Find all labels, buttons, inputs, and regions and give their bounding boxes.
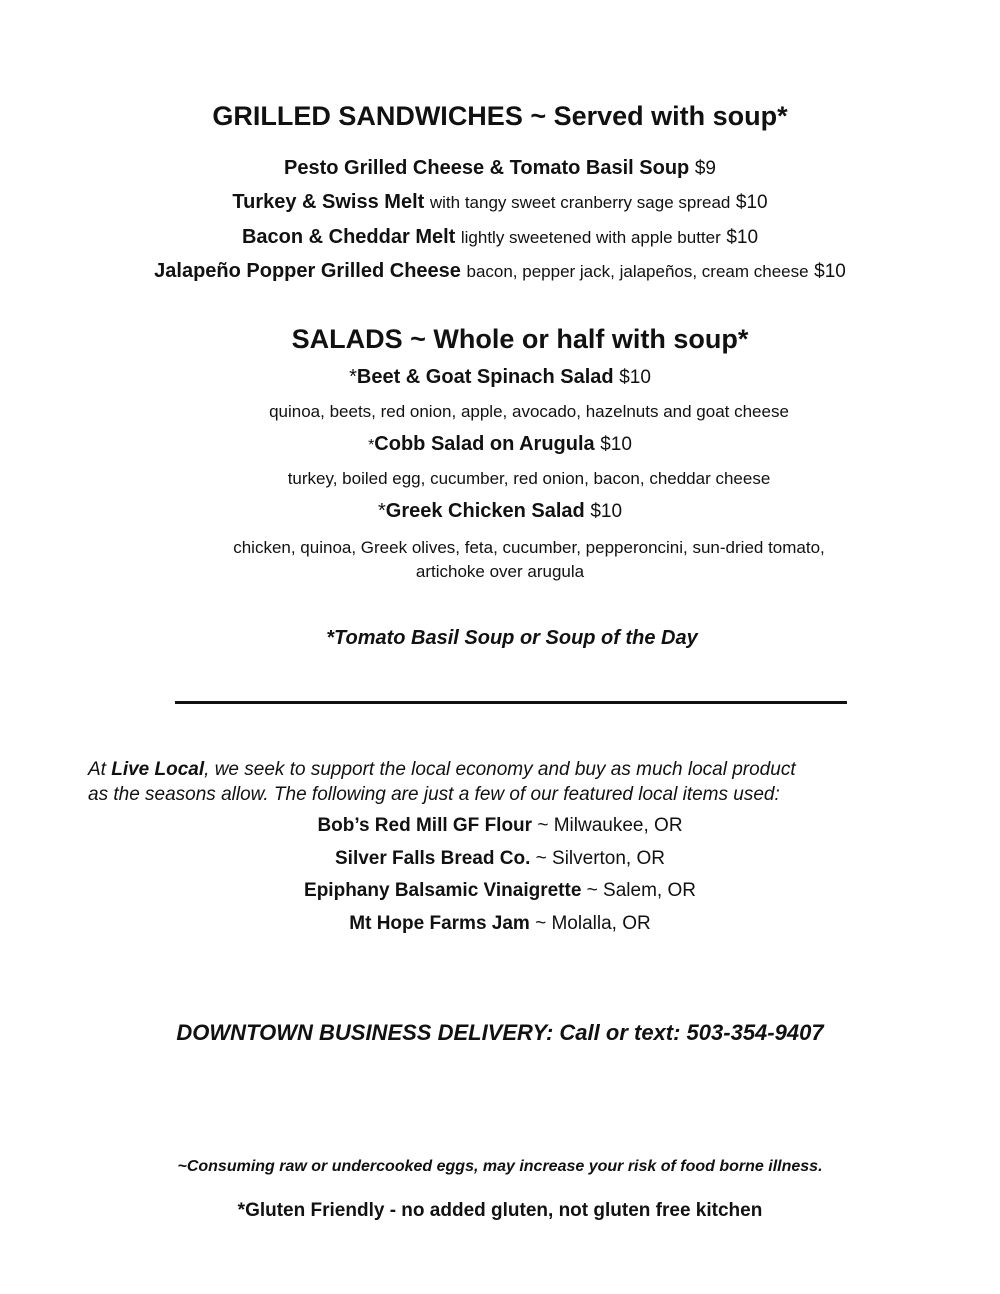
brand-name: Live Local xyxy=(111,759,205,780)
gluten-friendly-marker: * xyxy=(349,366,357,388)
menu-item-jalapeno-popper xyxy=(0,260,1000,283)
item-price: $10 xyxy=(619,367,651,388)
gluten-friendly-note: *Gluten Friendly - no added gluten, not gluten free kitchen xyxy=(237,1200,763,1221)
intro-prefix: At xyxy=(88,759,112,780)
local-item-name: Epiphany Balsamic Vinaigrette xyxy=(304,880,582,901)
delivery-contact: DOWNTOWN BUSINESS DELIVERY: Call or text: 503-354-9407 xyxy=(176,1020,824,1045)
item-price: $10 xyxy=(726,227,759,248)
menu-item-cobb-salad xyxy=(0,433,1000,456)
menu-item-pesto-grilled-cheese xyxy=(0,157,1000,180)
item-price: $10 xyxy=(600,434,632,455)
item-name: Jalapeño Popper Grilled Cheese xyxy=(154,260,461,282)
sandwiches-heading: GRILLED SANDWICHES ~ Served with soup* xyxy=(212,101,788,131)
item-description: bacon, pepper jack, jalapeños, cream cheese xyxy=(466,262,809,281)
gluten-friendly-marker: * xyxy=(368,437,375,454)
menu-item-beet-goat-salad xyxy=(0,366,1000,389)
item-description-continued: artichoke over arugula xyxy=(415,562,585,581)
item-name: Greek Chicken Salad xyxy=(385,500,585,522)
raw-egg-warning: ~Consuming raw or undercooked eggs, may increase your risk of food borne illness. xyxy=(177,1158,823,1175)
local-item-epiphany xyxy=(0,880,1000,902)
gluten-friendly-marker: * xyxy=(377,500,386,522)
item-price: $10 xyxy=(590,501,623,522)
local-item-bobs-red-mill xyxy=(0,815,1000,837)
item-price: $10 xyxy=(814,261,846,282)
section-divider xyxy=(175,701,847,704)
item-price: $10 xyxy=(735,192,768,213)
item-name: Beet & Goat Spinach Salad xyxy=(356,366,614,388)
item-name: Bacon & Cheddar Melt xyxy=(241,226,456,248)
menu-item-turkey-swiss-melt xyxy=(0,191,1000,214)
local-item-silver-falls xyxy=(0,848,1000,870)
local-item-name: Mt Hope Farms Jam xyxy=(349,913,530,934)
item-description: lightly sweetened with apple butter xyxy=(460,228,721,247)
local-item-mt-hope xyxy=(0,913,1000,935)
salads-heading: SALADS ~ Whole or half with soup* xyxy=(291,324,749,354)
local-item-place: ~ Molalla, OR xyxy=(535,913,651,934)
local-item-place: ~ Salem, OR xyxy=(586,880,696,901)
local-item-place: ~ Milwaukee, OR xyxy=(537,815,683,836)
soup-note: *Tomato Basil Soup or Soup of the Day xyxy=(326,627,698,649)
local-item-place: ~ Silverton, OR xyxy=(535,848,665,869)
item-name: Cobb Salad on Arugula xyxy=(374,433,595,455)
intro-text: , we seek to support the local economy and buy as much local product xyxy=(204,759,796,780)
item-description: quinoa, beets, red onion, apple, avocado, hazelnuts and goat cheese xyxy=(269,402,789,421)
local-intro-line-1 xyxy=(88,757,928,782)
item-name: Pesto Grilled Cheese & Tomato Basil Soup xyxy=(284,157,690,179)
local-intro-line-2: as the seasons allow. The following are just a few of our featured local items used: xyxy=(88,784,780,805)
item-description: chicken, quinoa, Greek olives, feta, cucumber, pepperoncini, sun-dried tomato, xyxy=(233,538,825,557)
local-item-name: Silver Falls Bread Co. xyxy=(335,848,531,869)
item-description: with tangy sweet cranberry sage spread xyxy=(429,193,731,212)
menu-item-greek-chicken-salad xyxy=(0,500,1000,523)
item-price: $9 xyxy=(694,158,716,179)
menu-item-bacon-cheddar-melt xyxy=(0,226,1000,249)
local-intro xyxy=(88,757,928,807)
item-description: turkey, boiled egg, cucumber, red onion, bacon, cheddar cheese xyxy=(287,469,771,488)
local-item-name: Bob’s Red Mill GF Flour xyxy=(317,815,533,836)
item-name: Turkey & Swiss Melt xyxy=(232,191,425,213)
